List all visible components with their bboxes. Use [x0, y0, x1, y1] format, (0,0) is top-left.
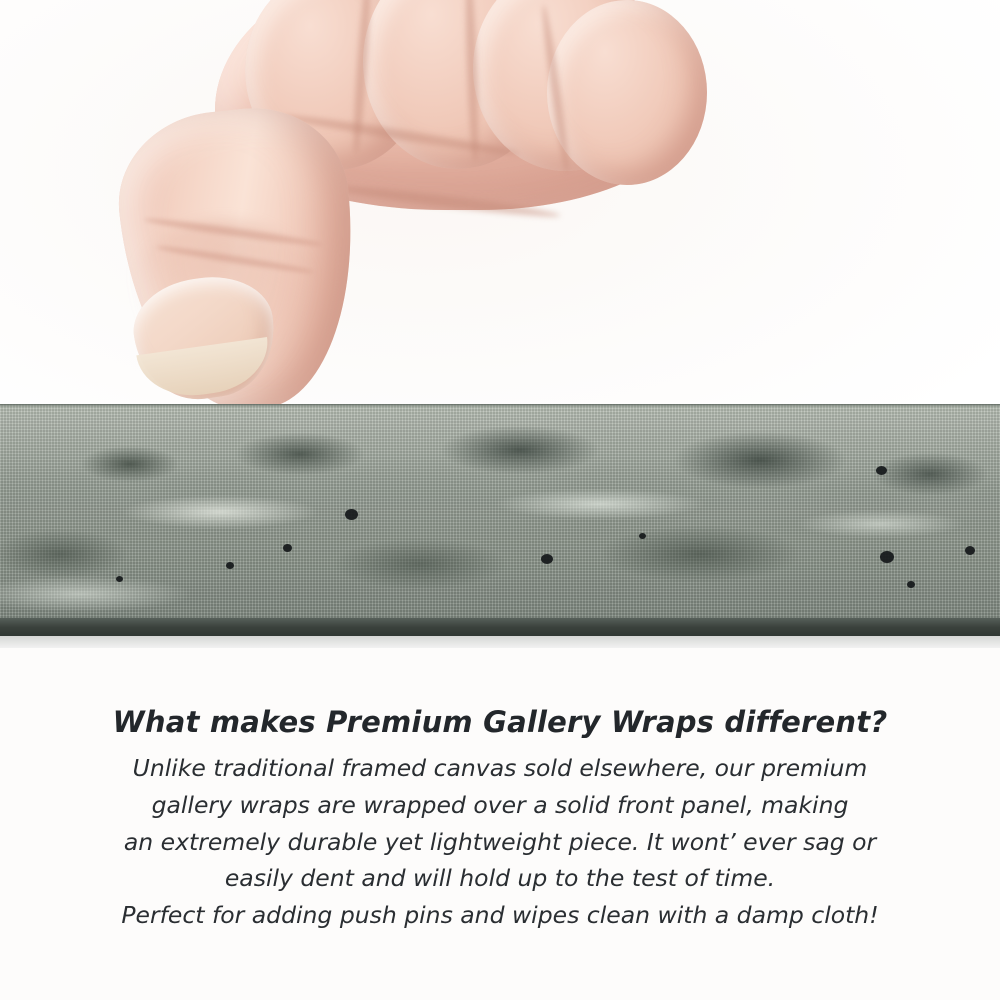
canvas-speck	[876, 466, 887, 475]
canvas-drop-shadow	[0, 636, 1000, 648]
canvas-speck	[345, 509, 358, 520]
caption-block	[0, 680, 1000, 934]
caption-heading: What makes Premium Gallery Wraps different?	[112, 705, 888, 739]
knuckle-pinky	[547, 0, 707, 185]
canvas-texture	[0, 404, 1000, 622]
canvas-speck	[541, 554, 553, 564]
hand-illustration	[95, 0, 715, 430]
canvas-speck	[226, 562, 234, 569]
caption-body	[0, 750, 1000, 933]
canvas-speck	[880, 551, 894, 563]
canvas-bottom-edge	[0, 618, 1000, 636]
canvas-speck	[639, 533, 646, 539]
canvas-speck	[907, 581, 915, 588]
caption-line: Unlike traditional framed canvas sold elsewhere, our premium	[132, 754, 868, 783]
caption-line: an extremely durable yet lightweight piece. It wont’ ever sag or	[123, 827, 877, 856]
canvas-speck	[283, 544, 292, 552]
canvas-edge-band	[0, 404, 1000, 636]
caption-line: easily dent and will hold up to the test of time.	[224, 864, 776, 893]
canvas-top-edge	[0, 404, 1000, 407]
canvas-speck	[965, 546, 975, 555]
caption-line: gallery wraps are wrapped over a solid front panel, making	[151, 790, 849, 819]
caption-line: Perfect for adding push pins and wipes clean with a damp cloth!	[121, 900, 879, 929]
canvas-speck	[116, 576, 123, 582]
